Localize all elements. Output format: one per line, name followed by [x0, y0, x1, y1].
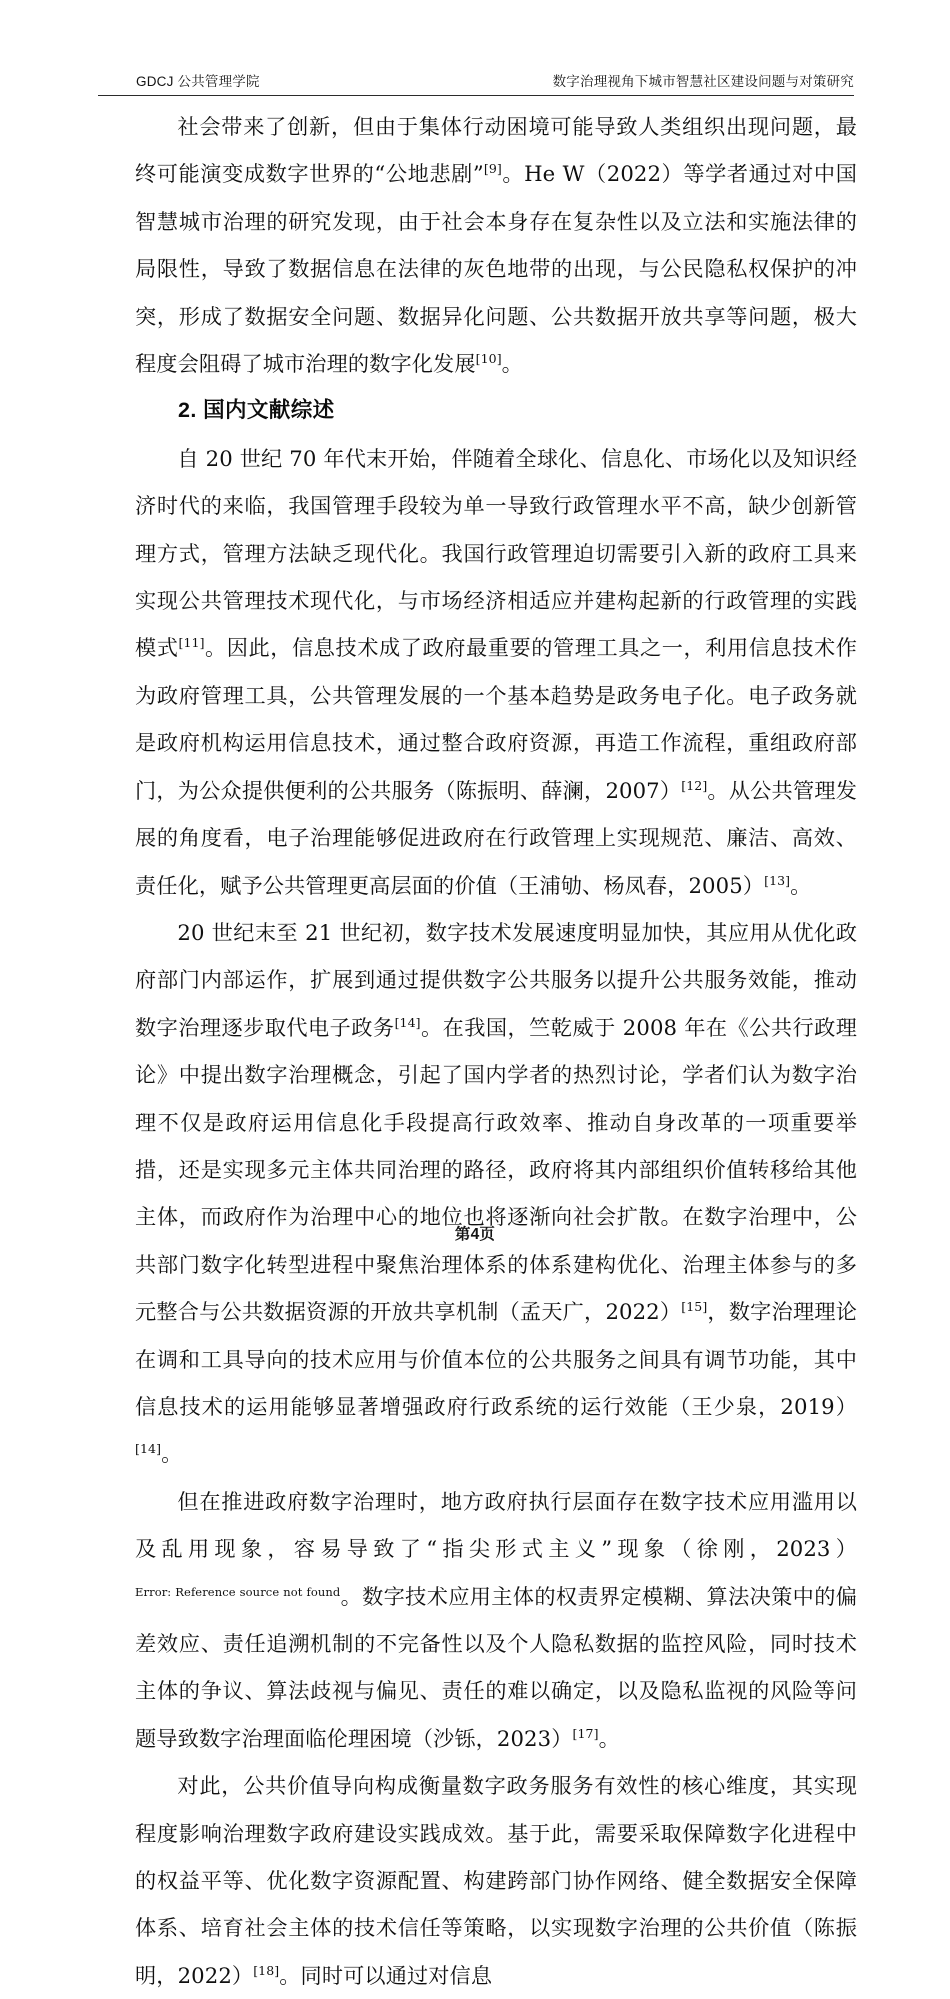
paragraph-1-text-b: 。He W（2022）等学者通过对中国智慧城市治理的研究发现，由于社会本身存在复杂性以及立法和实施法律的局限性，导致了数据信息在法律的灰色地带的出现，与公民隐私权保护的冲突，形成了数据安全问题、数据异化问题、公共数据开放共享等问题，极大程度会阻碍了城市治理的数字化发展 — [135, 161, 857, 377]
citation-ref-9: [9] — [483, 161, 502, 177]
citation-ref-13: [13] — [764, 872, 791, 888]
paragraph-5-text-b: 。同时可以通过对信息 — [279, 1962, 493, 1988]
header-left-text: GDCJ 公共管理学院 — [136, 74, 260, 90]
paragraph-3-text-a: 20 世纪末至 21 世纪初，数字技术发展速度明显加快，其应用从优化政府部门内部运作，扩展到通过提供数字公共服务以提升公共服务效能，推动数字治理逐步取代电子政务 — [135, 919, 857, 1040]
paragraph-5 — [135, 1762, 857, 1999]
citation-ref-14: [14] — [394, 1014, 421, 1030]
paragraph-2 — [135, 435, 857, 909]
citation-ref-12: [12] — [681, 777, 708, 793]
section-heading-domestic-literature: 2. 国内文献综述 — [178, 398, 335, 423]
paragraph-3-text-d: 。 — [161, 1441, 183, 1467]
paragraph-3-text-c: ，数字治理理论在调和工具导向的技术应用与价值本位的公共服务之间具有调节功能，其中信息技术的运用能够显著增强政府行政系统的运行效能（王少泉，2019） — [135, 1299, 857, 1419]
page-number-label: 第4页 — [454, 1226, 496, 1243]
paragraph-3-text-b: 。在我国，竺乾威于 2008 年在《公共行政理论》中提出数字治理概念，引起了国内学者的热烈讨论，学者们认为数字治理不仅是政府运用信息化手段提高行政效率、推动自身改革的一项重要举措，还是实现多元主体共同治理的路径，政府将其内部组织价值转移给其他主体，而政府作为治理中心的地位也将逐渐向社会扩散。在数字治理中，公共部门数字化转型进程中聚焦治理体系的体系建构优化、治理主体参与的多元整合与公共数据资源的开放共享机制（孟天广，2022） — [135, 1014, 857, 1325]
page-footer — [0, 1222, 950, 1244]
citation-error-reference-not-found: Error: Reference source not found — [135, 1584, 341, 1599]
citation-ref-11: [11] — [178, 635, 205, 651]
citation-ref-18: [18] — [253, 1962, 280, 1978]
citation-ref-15: [15] — [681, 1299, 708, 1315]
paragraph-1 — [135, 103, 857, 387]
paragraph-3 — [135, 909, 857, 1478]
citation-ref-17: [17] — [572, 1725, 599, 1741]
paragraph-4-text-b: 。数字技术应用主体的权责界定模糊、算法决策中的偏差效应、责任追溯机制的不完备性以及个人隐私数据的监控风险，同时技术主体的争议、算法歧视与偏见、责任的难以确定，以及隐私监视的风险等问题导致数字治理面临伦理困境（沙铄，2023） — [135, 1583, 858, 1751]
page-body-content — [135, 103, 857, 1999]
citation-ref-10: [10] — [475, 350, 502, 366]
paragraph-1-text-c: 。 — [501, 351, 523, 377]
header-right-text: 数字治理视角下城市智慧社区建设问题与对策研究 — [552, 74, 854, 90]
paragraph-2-text-b: 。因此，信息技术成了政府最重要的管理工具之一，利用信息技术作为政府管理工具，公共管理发展的一个基本趋势是政务电子化。电子政务就是政府机构运用信息技术，通过整合政府资源，再造工作流程，重组政府部门，为公众提供便利的公共服务（陈振明、薛澜，2007） — [135, 635, 857, 803]
page-running-header — [98, 62, 854, 96]
paragraph-1-text-a: 社会带来了创新，但由于集体行动困境可能导致人类组织出现问题，最终可能演变成数字世界的“公地悲剧” — [135, 114, 857, 187]
paragraph-2-text-c: 。从公共管理发展的角度看，电子治理能够促进政府在行政管理上实现规范、廉洁、高效、责任化，赋予公共管理更高层面的价值（王浦劬、杨凤春，2005） — [135, 777, 857, 898]
paragraph-5-text-a: 对此，公共价值导向构成衡量数字政务服务有效性的核心维度，其实现程度影响治理数字政府建设实践成效。基于此，需要采取保障数字化进程中的权益平等、优化数字资源配置、构建跨部门协作网络、健全数据安全保障体系、培育社会主体的技术信任等策略，以实现数字治理的公共价值（陈振明，2022） — [135, 1773, 857, 1988]
paragraph-4 — [135, 1478, 857, 1762]
citation-ref-14-repeat: [14] — [135, 1441, 162, 1457]
paragraph-2-text-d: 。 — [790, 872, 812, 898]
paragraph-4-text-a: 但在推进政府数字治理时，地方政府执行层面存在数字技术应用滥用以及乱用现象，容易导致了“指尖形式主义”现象（徐刚，2023） — [135, 1488, 857, 1562]
paragraph-4-text-c: 。 — [598, 1725, 620, 1751]
paragraph-2-text-a: 自 20 世纪 70 年代末开始，伴随着全球化、信息化、市场化以及知识经济时代的来临，我国管理手段较为单一导致行政管理水平不高，缺少创新管理方式，管理方法缺乏现代化。我国行政管理迫切需要引入新的政府工具来实现公共管理技术现代化，与市场经济相适应并建构起新的行政管理的实践模式 — [135, 445, 857, 661]
